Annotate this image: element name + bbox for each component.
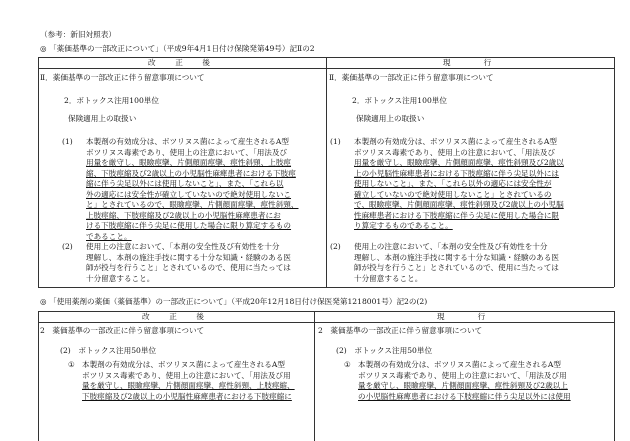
table-1-col-before: 現 行: [442, 58, 498, 67]
t1-left-p1-line: であること。: [86, 231, 132, 241]
t1-left-p2-line: 十分留意すること。: [86, 273, 155, 283]
t2-left-p1-line: 量を厳守し、眼瞼痙攣、片側顔面痙攣、痙性斜頸、上肢痙縮、: [82, 381, 295, 390]
t2-right-p1: [358, 360, 571, 402]
table-2-col-before: 現 行: [436, 312, 492, 321]
t1-right-item: 2．ボトックス注用100単位: [352, 96, 447, 105]
t2-right-item: (2) ボトックス注用50単位: [336, 346, 433, 355]
t1-right-p1-num: (1): [330, 137, 341, 146]
t1-left-p1-num: (1): [62, 137, 73, 146]
t1-right-sub: 保険適用上の取扱い: [356, 114, 425, 123]
t1-right-p1: [354, 137, 564, 232]
t1-left-p1: [86, 137, 298, 242]
t1-left-p1-line: と」とされているので、眼瞼痙攣、片側顔面痙攣、痙性斜頸、: [86, 200, 299, 209]
table-1-left-border: [38, 57, 39, 287]
t2-left-p1: [82, 360, 295, 402]
t1-right-p2-line: 理解し、本剤の施注手技に関する十分な知識・経験のある医: [354, 252, 560, 262]
t1-right-p2-line: 師が投与を行うこと」とされているので、使用に当たっては: [354, 263, 559, 272]
table-2-right-border: [614, 311, 615, 441]
t1-left-p2-line: 師が投与を行うこと」とされているので、使用に当たっては: [86, 263, 291, 272]
t1-right-p1-line: で、眼瞼痙攣、片側顔面痙攣、痙性斜頸及び2歳以上の小児脳: [354, 200, 564, 209]
t1-right-p2-line: 使用上の注意において、「本剤の安全性及び有効性を十分: [354, 242, 548, 251]
table-2-header-border: [38, 322, 614, 323]
t1-left-p2-line: 使用上の注意において、「本剤の安全性及び有効性を十分: [86, 242, 280, 251]
t2-right-heading: 2 薬価基準の一部改正に伴う留意事項について: [318, 326, 483, 335]
t1-left-p1-line: ける下肢痙縮に伴う尖足に使用した場合に限り算定するもの: [86, 221, 292, 230]
table-2-col-after: 改 正 後: [142, 312, 210, 321]
table-1-right-border: [614, 57, 615, 287]
t1-left-p1-line: 外の適応には安全性が確立していないので絶対使用しないこ: [86, 189, 292, 199]
t1-left-p2-line: 理解し、本剤の施注手技に関する十分な知識・経験のある医: [86, 252, 292, 262]
t1-left-p2-num: (2): [62, 242, 73, 251]
t1-left-p1-line: 縮、下肢痙縮及び2歳以上の小児脳性麻痺患者における下肢痙: [86, 168, 296, 178]
t2-left-p1-line: 下肢痙縮及び2歳以上の小児脳性麻痺患者における下肢痙縮に: [82, 391, 292, 401]
t1-right-p1-line: り算定するものであること。: [354, 221, 453, 230]
t1-left-sub: 保険適用上の取扱い: [68, 114, 137, 123]
t1-right-p1-line: 用量を厳守し、眼瞼痙攣、片側顔面痙攣、痙性斜頸及び2歳以: [354, 158, 564, 167]
t1-left-p1-line: 用量を厳守し、眼瞼痙攣、片側顔面痙攣、痙性斜頸、上肢痙: [86, 158, 292, 167]
t1-right-p1-line: ボツリヌス毒素であり、使用上の注意において、「用法及び: [354, 147, 556, 157]
t2-left-p1-line: 本製剤の有効成分は、ボツリヌス菌によって産生されるA型: [82, 360, 285, 369]
t1-left-p1-line: 縮に伴う尖足以外には使用しないこと」、また、「これら以: [86, 179, 284, 188]
t2-left-p1-num: ①: [68, 360, 75, 369]
t1-right-p1-line: 使用しないこと」、また、「これら以外の適応には安全性が: [354, 179, 552, 188]
t1-right-p2-num: (2): [330, 242, 341, 251]
table-1-col-after: 改 正 後: [148, 58, 216, 67]
t1-right-p2-line: 十分留意すること。: [354, 273, 423, 283]
t1-left-item: 2．ボトックス注用100単位: [64, 96, 159, 105]
t2-left-item: (2) ボトックス注用50単位: [60, 346, 157, 355]
t1-right-p1-line: 上の小児脳性麻痺患者における下肢痙縮に伴う尖足以外には: [354, 168, 560, 178]
t1-left-heading: Ⅱ．薬価基準の一部改正に伴う留意事項について: [40, 73, 205, 82]
t1-left-p2: [86, 242, 291, 284]
t2-left-heading: 2 薬価基準の一部改正に伴う留意事項について: [40, 326, 205, 335]
table-1-bottom-border: [38, 287, 614, 288]
t2-left-p1-line: ボツリヌス毒素であり、使用上の注意において、「用法及び用: [82, 370, 291, 380]
t1-right-p2: [354, 242, 559, 284]
t1-left-p1-line: ボツリヌス毒素であり、使用上の注意において、「用法及び: [86, 147, 288, 157]
t1-left-p1-line: 上肢痙縮、下肢痙縮及び2歳以上の小児脳性麻痺患者にお: [86, 210, 281, 220]
t2-right-p1-line: ボツリヌス毒素であり、使用上の注意において、「用法及び用: [358, 370, 567, 380]
t1-right-heading: Ⅱ．薬価基準の一部改正に伴う留意事項について: [329, 73, 494, 82]
t1-right-p1-line: 性麻痺患者における下肢痙縮に伴う尖足に使用した場合に限: [354, 210, 560, 220]
t1-right-p1-line: 確立していないので絶対使用しないこと」とされているの: [354, 189, 552, 199]
t2-right-p1-line: 量を厳守し、眼瞼痙攣、片側顔面痙攣、痙性斜頸及び2歳以上: [358, 381, 568, 390]
table-2-left-border: [38, 311, 39, 441]
section-1-title: ◎ 「薬価基準の一部改正について」（平成9年4月1日付け保険発第49号）記Ⅱの2: [40, 44, 315, 53]
t1-right-p1-line: 本製剤の有効成分は、ボツリヌス菌によって産生されるA型: [354, 137, 557, 146]
table-1-divider: [326, 57, 327, 287]
reference-note: （参考：新旧対照表）: [40, 30, 116, 39]
t2-right-p1-num: ①: [344, 360, 351, 369]
t2-right-p1-line: 本製剤の有効成分は、ボツリヌス菌によって産生されるA型: [358, 360, 561, 369]
t2-right-p1-line: の小児脳性麻痺患者における下肢痙縮に伴う尖足以外には使用: [358, 391, 571, 401]
section-2-title: ◎ 「使用薬剤の薬価（薬価基準）の一部改正について」（平成20年12月18日付け保医発第1218001号）記2の(2): [40, 297, 428, 306]
table-2-divider: [314, 311, 315, 441]
t1-left-p1-line: 本製剤の有効成分は、ボツリヌス菌によって産生されるA型: [86, 137, 289, 146]
